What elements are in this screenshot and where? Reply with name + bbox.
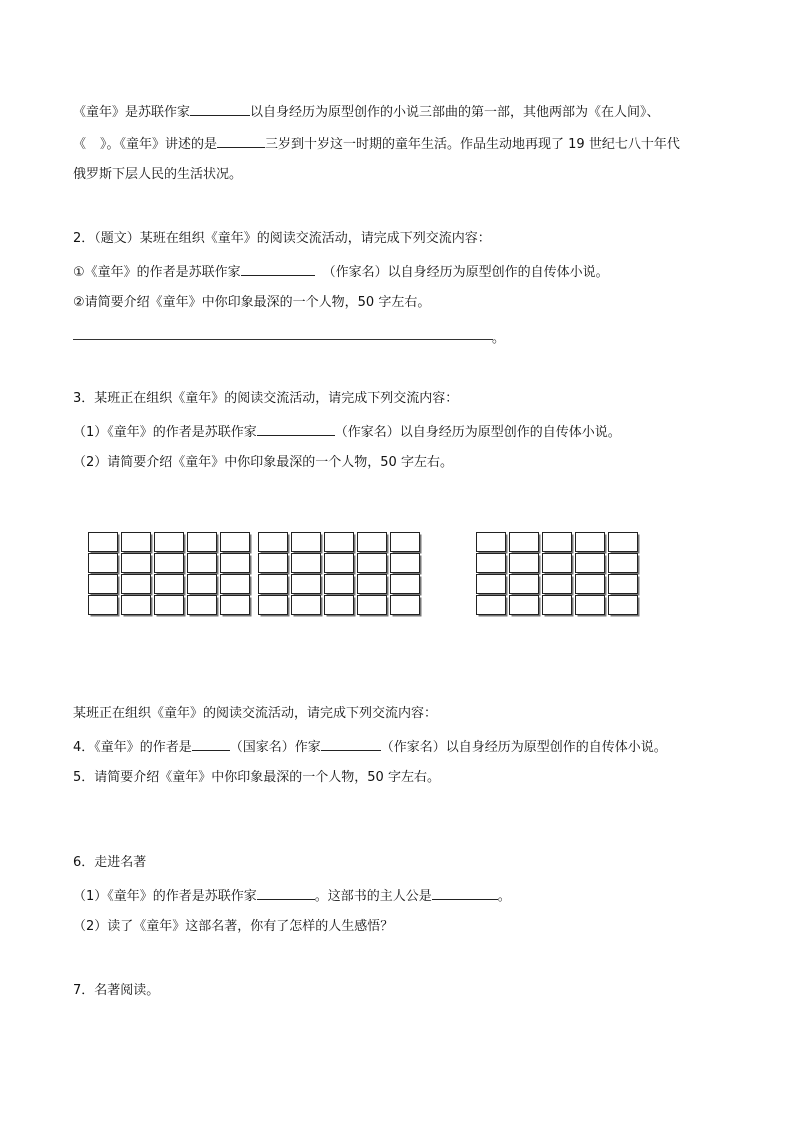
answer-blank[interactable] [432,886,498,900]
grid-cell[interactable] [291,532,321,552]
grid-cell[interactable] [357,574,387,594]
grid-cell[interactable] [291,574,321,594]
q2-item2: ②请简要介绍《童年》中你印象最深的一个人物，50 字左右。 [73,295,431,310]
grid-cell[interactable] [121,532,151,552]
grid-cell[interactable] [88,553,118,573]
q45-intro: 某班正在组织《童年》的阅读交流活动，请完成下列交流内容： [73,706,438,721]
grid-cell[interactable] [88,532,118,552]
grid-cell[interactable] [476,553,506,573]
grid-cell[interactable] [608,553,638,573]
grid-cell[interactable] [390,574,420,594]
grid-cell[interactable] [121,553,151,573]
q6-item1 [73,886,511,906]
grid-cell[interactable] [324,595,354,615]
answer-blank[interactable] [257,422,335,436]
q1-text: 《童年》是苏联作家 [73,105,191,120]
q1-line2 [73,134,680,154]
grid-cell[interactable] [291,553,321,573]
answer-blank[interactable] [241,262,315,276]
grid-cell[interactable] [476,595,506,615]
grid-cell[interactable] [476,532,506,552]
grid-cell[interactable] [357,532,387,552]
q6-item2: （2）读了《童年》这部名著，你有了怎样的人生感悟？ [73,919,394,934]
q3-text: （1）《童年》的作者是苏联作家 [73,425,257,440]
grid-cell[interactable] [121,574,151,594]
answer-blank[interactable] [190,102,250,116]
grid-cell[interactable] [476,574,506,594]
grid-cell[interactable] [88,574,118,594]
q1-text: 三岁到十岁这一时期的童年生活。作品生动地再现了 19 世纪七八十年代 [265,137,680,152]
q2-title: 2．（题文）某班在组织《童年》的阅读交流活动，请完成下列交流内容： [73,231,491,246]
q2-item1 [73,262,609,282]
q1-text: 以自身经历为原型创作的小说三部曲的第一部，其他两部为《在人间》、 [250,105,660,120]
grid-cell[interactable] [88,595,118,615]
grid-cell[interactable] [154,595,184,615]
q6-text: （1）《童年》的作者是苏联作家 [73,889,257,904]
answer-blank[interactable] [217,134,265,148]
grid-cell[interactable] [324,532,354,552]
grid-cell[interactable] [220,574,250,594]
grid-cell[interactable] [258,532,288,552]
q1-text: 》。《童年》讲述的是 [100,137,218,152]
grid-cell[interactable] [390,532,420,552]
q3-title: 3．某班正在组织《童年》的阅读交流活动，请完成下列交流内容： [73,391,459,406]
grid-cell[interactable] [390,595,420,615]
grid-cell[interactable] [187,574,217,594]
answer-blank[interactable] [257,886,315,900]
q6-text: 。这部书的主人公是 [314,889,432,904]
answer-line[interactable] [73,339,493,340]
q5: 5．请简要介绍《童年》中你印象最深的一个人物，50 字左右。 [73,770,440,785]
q6-text: 。 [497,889,511,904]
grid-cell[interactable] [324,574,354,594]
grid-cell[interactable] [187,532,217,552]
grid-cell[interactable] [509,574,539,594]
q1-line1 [73,102,660,122]
q2-text: ①《童年》的作者是苏联作家 [73,265,241,280]
q1-text: 《 [73,137,87,152]
grid-cell[interactable] [121,595,151,615]
q2-text: （作家名）以自身经历为原型创作的自传体小说。 [322,265,609,280]
grid-cell[interactable] [575,532,605,552]
q1-line3: 俄罗斯下层人民的生活状况。 [73,167,243,182]
grid-cell[interactable] [220,553,250,573]
grid-cell[interactable] [509,532,539,552]
q3-item2: （2）请简要介绍《童年》中你印象最深的一个人物，50 字左右。 [73,455,453,470]
grid-cell[interactable] [220,532,250,552]
grid-cell[interactable] [542,595,572,615]
grid-cell[interactable] [357,553,387,573]
grid-cell[interactable] [258,553,288,573]
q3-text: （作家名）以自身经历为原型创作的自传体小说。 [334,425,621,440]
q4-text: 4．《童年》的作者是 [73,740,192,755]
end-mark: 。 [492,331,506,346]
writing-grid-right[interactable] [476,532,641,616]
grid-cell[interactable] [575,595,605,615]
grid-cell[interactable] [509,595,539,615]
answer-blank[interactable] [192,737,230,751]
q4-text: （国家名）作家 [229,740,321,755]
grid-cell[interactable] [575,574,605,594]
grid-cell[interactable] [154,532,184,552]
grid-cell[interactable] [608,532,638,552]
grid-cell[interactable] [291,595,321,615]
answer-blank[interactable] [321,737,381,751]
grid-cell[interactable] [608,595,638,615]
grid-cell[interactable] [154,553,184,573]
grid-cell[interactable] [154,574,184,594]
grid-cell[interactable] [542,553,572,573]
grid-cell[interactable] [258,595,288,615]
grid-cell[interactable] [542,532,572,552]
grid-cell[interactable] [608,574,638,594]
writing-grid-left[interactable] [88,532,423,616]
q7-title: 7．名著阅读。 [73,983,160,998]
grid-cell[interactable] [187,553,217,573]
q4 [73,737,667,757]
grid-cell[interactable] [357,595,387,615]
grid-cell[interactable] [187,595,217,615]
grid-cell[interactable] [220,595,250,615]
grid-cell[interactable] [324,553,354,573]
grid-cell[interactable] [575,553,605,573]
q3-item1 [73,422,621,442]
grid-cell[interactable] [390,553,420,573]
grid-cell[interactable] [542,574,572,594]
grid-cell[interactable] [509,553,539,573]
q4-text: （作家名）以自身经历为原型创作的自传体小说。 [380,740,667,755]
q6-title: 6．走进名著 [73,855,147,870]
grid-cell[interactable] [258,574,288,594]
